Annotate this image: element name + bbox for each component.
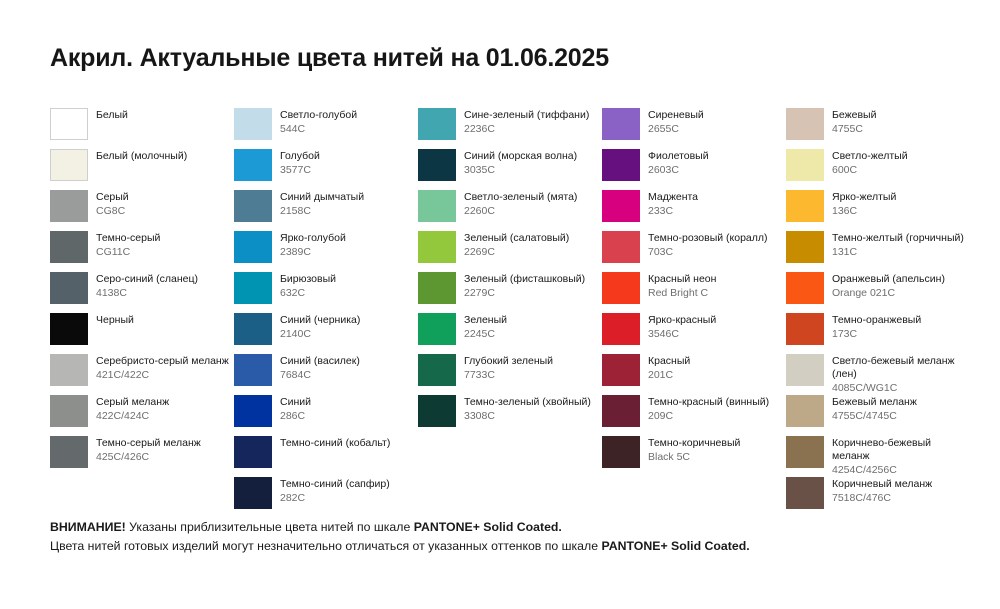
color-row [786, 231, 970, 272]
color-labels [96, 108, 128, 123]
color-swatch [50, 313, 88, 345]
color-row [602, 272, 786, 313]
color-name: Оранжевый (апельсин) [832, 273, 945, 285]
color-name: Ярко-красный [648, 314, 717, 326]
color-labels [464, 395, 591, 423]
color-labels [648, 190, 698, 218]
color-swatch [234, 395, 272, 427]
color-row [602, 313, 786, 354]
swatch-column-5 [786, 108, 970, 518]
color-code: Black 5C [648, 450, 691, 463]
color-row [234, 436, 418, 477]
color-row [50, 313, 234, 354]
color-swatch [786, 395, 824, 427]
color-labels [832, 149, 908, 177]
color-swatch [234, 354, 272, 386]
color-name: Коричневый меланж [832, 478, 933, 490]
color-labels [648, 395, 769, 423]
color-code: 2603C [648, 163, 679, 176]
color-row [234, 313, 418, 354]
color-row [786, 395, 970, 436]
color-swatch [602, 190, 640, 222]
color-code: 2236C [464, 122, 495, 135]
color-swatch [234, 190, 272, 222]
swatch-columns [50, 108, 970, 518]
color-labels [832, 354, 970, 394]
color-name: Зеленый (фисташковый) [464, 273, 586, 285]
color-swatch [786, 436, 824, 468]
color-row [602, 108, 786, 149]
color-row [786, 477, 970, 518]
color-name: Красный [648, 355, 691, 367]
color-code: 131C [832, 245, 858, 258]
color-row [786, 354, 970, 395]
color-code: 4138C [96, 286, 127, 299]
color-row [786, 190, 970, 231]
color-row [418, 313, 602, 354]
color-swatch [234, 272, 272, 304]
color-labels [96, 354, 229, 382]
color-name: Зеленый (салатовый) [464, 232, 570, 244]
color-swatch [234, 313, 272, 345]
color-labels [96, 231, 160, 259]
color-row [786, 272, 970, 313]
color-name: Синий (василек) [280, 355, 360, 367]
color-swatch [786, 477, 824, 509]
swatch-column-2 [234, 108, 418, 518]
color-code: 209C [648, 409, 674, 422]
color-code: 2389C [280, 245, 311, 258]
color-swatch [786, 272, 824, 304]
color-swatch [234, 231, 272, 263]
color-name: Светло-желтый [832, 150, 908, 162]
color-swatch [50, 108, 88, 140]
color-name: Серый [96, 191, 129, 203]
color-row [234, 395, 418, 436]
color-name: Темно-красный (винный) [648, 396, 770, 408]
color-row [50, 149, 234, 190]
color-name: Темно-синий (сапфир) [280, 478, 390, 490]
color-swatch [786, 190, 824, 222]
color-labels [96, 313, 134, 328]
color-labels [280, 477, 390, 505]
color-name: Темно-коричневый [648, 437, 741, 449]
color-code: 233C [648, 204, 674, 217]
color-labels [280, 108, 357, 136]
color-name: Красный неон [648, 273, 717, 285]
color-row [602, 149, 786, 190]
color-name: Бежевый меланж [832, 396, 917, 408]
color-row [418, 231, 602, 272]
color-labels [832, 395, 917, 423]
color-code: 7733C [464, 368, 495, 381]
color-row [418, 395, 602, 436]
color-swatch [234, 477, 272, 509]
color-swatch [234, 149, 272, 181]
color-labels [832, 190, 896, 218]
color-code: 544C [280, 122, 306, 135]
color-swatch [50, 149, 88, 181]
color-swatch [786, 149, 824, 181]
footer-line1-text: Указаны приблизительные цвета нитей по шкале [125, 520, 414, 534]
color-row [418, 149, 602, 190]
color-name: Сине-зеленый (тиффани) [464, 109, 590, 121]
color-labels [648, 313, 716, 341]
page-title: Акрил. Актуальные цвета нитей на 01.06.2025 [50, 44, 609, 72]
color-row [786, 149, 970, 190]
color-name: Белый (молочный) [96, 150, 188, 162]
color-swatch [602, 436, 640, 468]
footer-line2-bold: PANTONE+ Solid Coated. [601, 539, 750, 554]
color-row [50, 108, 234, 149]
swatch-column-4 [602, 108, 786, 518]
color-swatch [418, 190, 456, 222]
color-labels [280, 436, 390, 451]
color-name: Темно-синий (кобальт) [280, 437, 391, 449]
color-labels [832, 108, 876, 136]
color-swatch [602, 231, 640, 263]
color-code: 286C [280, 409, 306, 422]
color-swatch [418, 108, 456, 140]
color-name: Светло-зеленый (мята) [464, 191, 578, 203]
color-name: Серо-синий (сланец) [96, 273, 199, 285]
color-code: 2245C [464, 327, 495, 340]
color-name: Коричнево-бежевый меланж [832, 437, 932, 462]
color-row [50, 354, 234, 395]
color-swatch [418, 231, 456, 263]
color-row [50, 436, 234, 477]
color-swatch [418, 354, 456, 386]
color-code: Red Bright C [648, 286, 709, 299]
color-name: Синий [280, 396, 311, 408]
color-swatch [50, 436, 88, 468]
color-name: Глубокий зеленый [464, 355, 554, 367]
color-swatch [234, 108, 272, 140]
color-code: 2269C [464, 245, 495, 258]
swatch-column-1 [50, 108, 234, 518]
color-row [234, 272, 418, 313]
color-name: Темно-серый меланж [96, 437, 201, 449]
color-labels [832, 436, 970, 476]
color-code: CG8C [96, 204, 126, 217]
color-swatch [418, 149, 456, 181]
color-row [50, 231, 234, 272]
color-name: Голубой [280, 150, 320, 162]
color-row [234, 477, 418, 518]
footer-line2-text: Цвета нитей готовых изделий могут незначительно отличаться от указанных оттенков по шкале [50, 539, 602, 554]
color-labels [280, 190, 364, 218]
color-row [418, 190, 602, 231]
color-labels [96, 436, 201, 464]
color-name: Сиреневый [648, 109, 704, 121]
color-swatch [418, 395, 456, 427]
color-swatch [602, 313, 640, 345]
color-row [234, 354, 418, 395]
color-row [602, 436, 786, 477]
color-swatch [50, 231, 88, 263]
color-name: Светло-бежевый меланж (лен) [832, 355, 955, 380]
color-name: Темно-зеленый (хвойный) [464, 396, 591, 408]
color-row [418, 354, 602, 395]
color-swatch [234, 436, 272, 468]
footer-line1-bold: PANTONE+ Solid Coated. [413, 520, 562, 534]
color-row [786, 108, 970, 149]
color-labels [464, 313, 507, 341]
color-name: Фиолетовый [648, 150, 709, 162]
color-code: Orange 021C [832, 286, 896, 299]
color-swatch [418, 272, 456, 304]
color-row [418, 272, 602, 313]
color-code: 4755C/4745C [832, 409, 897, 422]
color-labels [464, 231, 569, 259]
color-code: 2140C [280, 327, 311, 340]
color-row [50, 272, 234, 313]
color-labels [96, 190, 129, 218]
color-name: Черный [96, 314, 134, 326]
color-labels [464, 108, 589, 136]
color-row [786, 436, 970, 477]
color-code: 3035C [464, 163, 495, 176]
color-code: 421C/422C [96, 368, 150, 381]
color-name: Зеленый [464, 314, 508, 326]
color-code: 7684C [280, 368, 311, 381]
color-name: Синий дымчатый [280, 191, 365, 203]
color-code: 4254C/4256C [832, 463, 897, 476]
color-name: Белый [96, 109, 128, 121]
color-swatch [50, 395, 88, 427]
color-labels [832, 231, 964, 259]
color-labels [832, 313, 921, 341]
color-labels [280, 313, 360, 341]
color-name: Синий (черника) [280, 314, 361, 326]
swatch-column-3 [418, 108, 602, 518]
color-swatch [602, 149, 640, 181]
color-name: Бирюзовый [280, 273, 336, 285]
color-name: Бежевый [832, 109, 877, 121]
footer-attention: ВНИМАНИЕ! [50, 520, 126, 534]
color-labels [464, 272, 585, 300]
color-name: Серебристо-серый меланж [96, 355, 229, 367]
color-name: Светло-голубой [280, 109, 358, 121]
color-labels [832, 477, 932, 505]
color-name: Темно-оранжевый [832, 314, 922, 326]
color-code: 201C [648, 368, 674, 381]
color-swatch [786, 231, 824, 263]
color-code: 3577C [280, 163, 311, 176]
color-code: CG11C [96, 245, 131, 258]
color-labels [280, 231, 346, 259]
color-labels [280, 354, 360, 382]
color-labels [96, 272, 198, 300]
color-name: Синий (морская волна) [464, 150, 578, 162]
color-name: Маджента [648, 191, 699, 203]
color-swatch [602, 354, 640, 386]
color-row [418, 108, 602, 149]
color-labels [464, 190, 577, 218]
color-code: 2260C [464, 204, 495, 217]
color-name: Серый меланж [96, 396, 170, 408]
color-swatch [50, 354, 88, 386]
color-code: 282C [280, 491, 306, 504]
color-swatch [786, 354, 824, 386]
color-code: 2655C [648, 122, 679, 135]
color-swatch [786, 108, 824, 140]
color-code: 2158C [280, 204, 311, 217]
color-row [602, 354, 786, 395]
color-row [234, 108, 418, 149]
color-code: 600C [832, 163, 858, 176]
color-swatch [602, 395, 640, 427]
color-code: 3308C [464, 409, 495, 422]
color-swatch [418, 313, 456, 345]
color-row [602, 395, 786, 436]
color-code: 136C [832, 204, 858, 217]
color-swatch [786, 313, 824, 345]
color-row [50, 395, 234, 436]
color-name: Темно-розовый (коралл) [648, 232, 768, 244]
color-name: Темно-серый [96, 232, 161, 244]
color-code: 703C [648, 245, 674, 258]
color-swatch [50, 272, 88, 304]
color-labels [96, 395, 169, 423]
color-code: 173C [832, 327, 858, 340]
color-code: 422C/424C [96, 409, 150, 422]
color-swatch [602, 272, 640, 304]
color-row [50, 190, 234, 231]
color-row [234, 149, 418, 190]
color-labels [280, 149, 320, 177]
color-labels [464, 149, 577, 177]
color-labels [648, 149, 709, 177]
color-labels [648, 231, 768, 259]
color-row [234, 231, 418, 272]
color-code: 4085C/WG1C [832, 381, 898, 394]
color-labels [648, 272, 716, 300]
color-labels [648, 108, 704, 136]
color-swatch [50, 190, 88, 222]
color-labels [648, 354, 690, 382]
color-row [786, 313, 970, 354]
color-code: 632C [280, 286, 306, 299]
color-row [234, 190, 418, 231]
color-code: 7518C/476C [832, 491, 891, 504]
color-labels [648, 436, 740, 464]
color-code: 2279C [464, 286, 495, 299]
color-code: 4755C [832, 122, 863, 135]
footer-note [50, 518, 970, 556]
color-labels [96, 149, 187, 164]
color-swatch [602, 108, 640, 140]
color-labels [280, 395, 311, 423]
color-code: 425C/426C [96, 450, 150, 463]
color-name: Ярко-желтый [832, 191, 897, 203]
color-name: Ярко-голубой [280, 232, 346, 244]
color-code: 3546C [648, 327, 679, 340]
color-row [602, 190, 786, 231]
color-labels [832, 272, 945, 300]
color-name: Темно-желтый (горчичный) [832, 232, 964, 244]
color-labels [464, 354, 553, 382]
color-row [602, 231, 786, 272]
color-labels [280, 272, 336, 300]
